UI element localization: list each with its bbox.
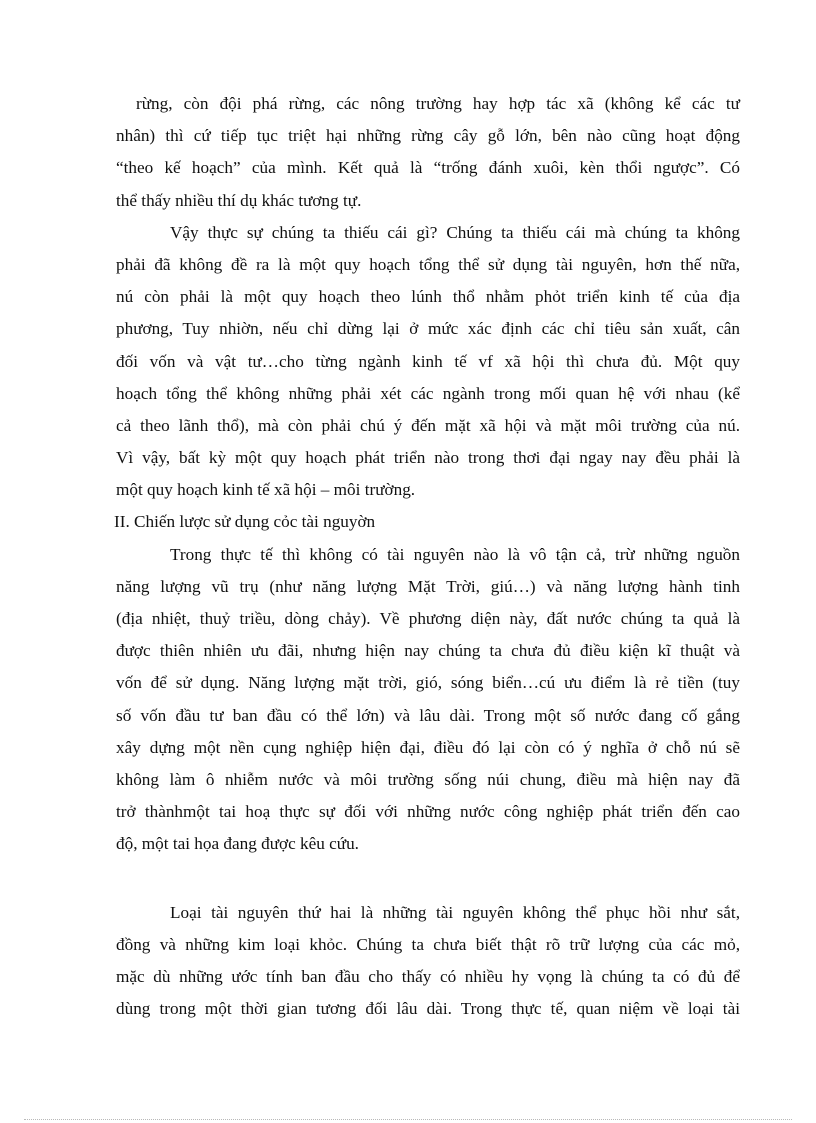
paragraph-body: [116, 897, 740, 1026]
text-line: được thiên nhiên ưu đãi, nhưng hiện nay chúng ta chưa đủ điều kiện kĩ thuật và: [116, 641, 740, 661]
text-line: Vì vậy, bất kỳ một quy hoạch phát triển nào trong thơi đại ngay nay đều phải là: [116, 448, 740, 468]
text-line: rừng, còn đội phá rừng, các nông trường hay hợp tác xã (không kể các tư: [136, 94, 740, 113]
text-line: nhân) thì cứ tiếp tục triệt hại những rừng cây gỗ lớn, bên nào cũng hoạt động: [116, 126, 740, 146]
paragraph-continuation: [116, 88, 740, 217]
section-heading: [116, 506, 740, 538]
text-line: mặc dù những ước tính ban đầu cho thấy có nhiều hy vọng là chúng ta có đủ để: [116, 966, 740, 986]
text-line: số vốn đầu tư ban đầu có thể lớn) và lâu dài. Trong một số nước đang cố gắng: [116, 705, 740, 725]
text-line: cả theo lãnh thổ), mà còn phải chú ý đến mặt xã hội và mặt môi trường của nú.: [116, 415, 740, 435]
text-line: vốn để sử dụng. Năng lượng mặt trời, gió, sóng biển…cú ưu điểm là rẻ tiền (tuy: [116, 673, 740, 693]
text-line: một quy hoạch kinh tế xã hội – môi trường.: [116, 480, 416, 500]
text-line: độ, một tai họa đang được kêu cứu.: [116, 834, 359, 854]
text-line: không làm ô nhiễm nước và môi trường sống núi chung, điều mà hiện nay đã: [116, 769, 740, 789]
text-line: đồng và những kim loại khỏc. Chúng ta chưa biết thật rõ trữ lượng của các mỏ,: [116, 934, 740, 954]
text-line: (địa nhiệt, thuỷ triều, dòng chảy). Về phương diện này, đất nước chúng ta quả là: [116, 609, 740, 628]
text-line: dùng trong một thời gian tương đối lâu dài. Trong thực tế, quan niệm về loại tài: [116, 999, 740, 1019]
text-line: năng lượng vũ trụ (như năng lượng Mặt Trời, giú…) và năng lượng hành tinh: [116, 576, 740, 596]
paragraph-body: [116, 539, 740, 861]
text-line: thể thấy nhiều thí dụ khác tương tự.: [116, 190, 362, 210]
text-line: nú còn phải là một quy hoạch theo lúnh thổ nhằm phỏt triển kinh tế của địa: [116, 287, 740, 307]
page-bottom-dotted-rule: [24, 1119, 792, 1120]
text-line: Vậy thực sự chúng ta thiếu cái gì? Chúng ta thiếu cái mà chúng ta không: [170, 222, 740, 242]
text-line: xây dựng một nền cụng nghiệp hiện đại, điều đó lại còn có ý nghĩa ở chỗ nú sẽ: [116, 737, 740, 757]
text-line: phương, Tuy nhiờn, nếu chỉ dừng lại ở mức xác định các chỉ tiêu sản xuất, cân: [116, 319, 740, 339]
text-line: trở thànhmột tai hoạ thực sự đối với những nước công nghiệp phát triển đến cao: [116, 802, 740, 822]
paragraph-gap: [116, 861, 740, 897]
text-line: đối vốn và vật tư…cho từng ngành kinh tế vf xã hội thì chưa đủ. Một quy: [116, 351, 740, 371]
text-line: phải đã không đề ra là một quy hoạch tổng thể sử dụng tài nguyên, hơn thế nữa,: [116, 254, 740, 274]
paragraph-body: [116, 217, 740, 507]
text-line: “theo kế hoạch” của mình. Kết quả là “trống đánh xuôi, kèn thổi ngược”. Có: [116, 158, 740, 178]
text-line: Trong thực tế thì không có tài nguyên nào là vô tận cả, trừ những nguồn: [170, 544, 740, 564]
heading-text: II. Chiến lược sử dụng cỏc tài nguyờn: [114, 512, 376, 532]
document-page: [116, 88, 740, 1025]
text-line: hoạch tổng thể không những phải xét các ngành trong mối quan hệ với nhau (kể: [116, 383, 740, 403]
text-line: Loại tài nguyên thứ hai là những tài nguyên không thể phục hồi như sắt,: [170, 902, 740, 922]
